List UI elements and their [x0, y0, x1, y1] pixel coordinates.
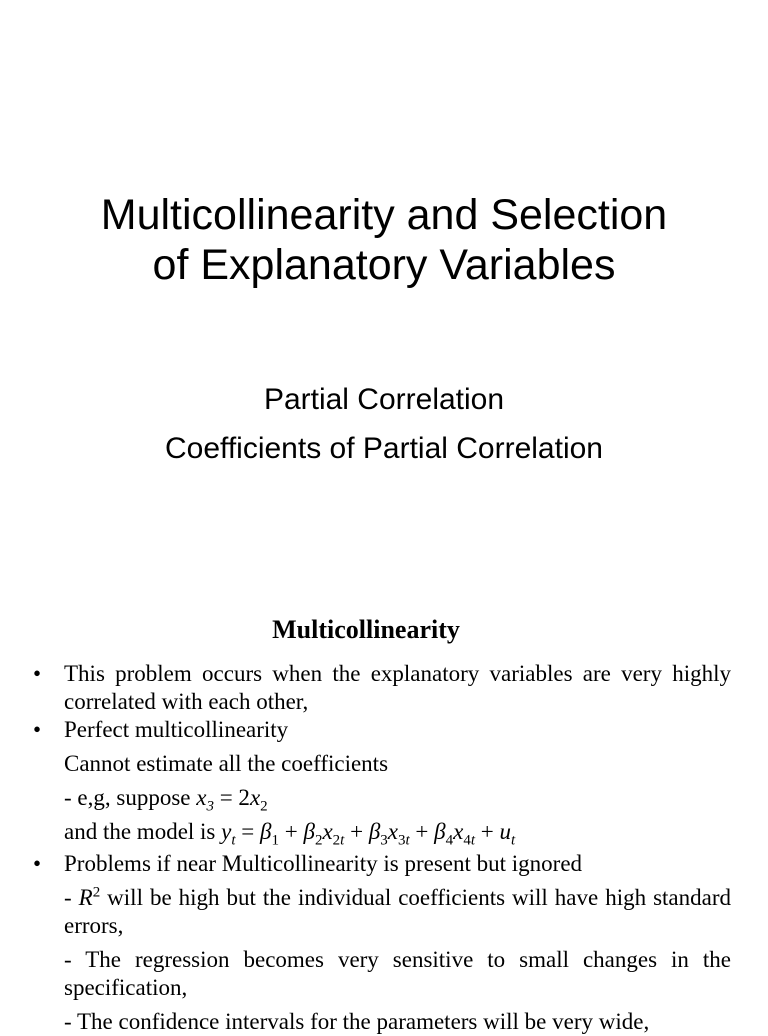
model-line: and the model is $y_t = \beta_1 + \beta_2x_{2t} + \beta_3x_{3t} + \beta_4x_{4t} + u_t$ — [64, 819, 516, 849]
slide-title — [0, 190, 768, 290]
subtitle-coefficients: Coefficients of Partial Correlation — [165, 432, 603, 465]
bullet-item: • Problems if near Multicollinearity is present but ignored — [33, 850, 731, 878]
equation-line: - e,g, suppose $x_3 = 2x_2$ — [64, 785, 268, 815]
equation: $x_3$ — [196, 785, 214, 815]
section-body — [33, 660, 731, 1036]
section-heading: Multicollinearity — [272, 615, 460, 644]
truncated-line: - The confidence intervals for the parameters will be very wide, — [64, 1009, 650, 1034]
regression-line: - The regression becomes very sensitive to small changes in the specification, — [64, 947, 731, 1000]
sub-item: Cannot estimate all the coefficients — [64, 751, 389, 776]
subtitle-partial-correlation: Partial Correlation — [263, 383, 505, 416]
r2-line: - $R^2$ will be high but the individual coefficients will have high standard errors, — [64, 884, 731, 938]
title-line-2: of Explanatory Variables — [152, 241, 616, 289]
model-prefix: and the model is — [64, 819, 222, 844]
bullet-item: • Perfect multicollinearity — [33, 716, 731, 744]
title-line-1: Multicollinearity and Selection — [100, 191, 668, 239]
eg-prefix: - e,g, suppose — [64, 785, 197, 810]
bullet-item: • This problem occurs when the explanatory variables are very highly correlated with each other, — [33, 660, 731, 716]
